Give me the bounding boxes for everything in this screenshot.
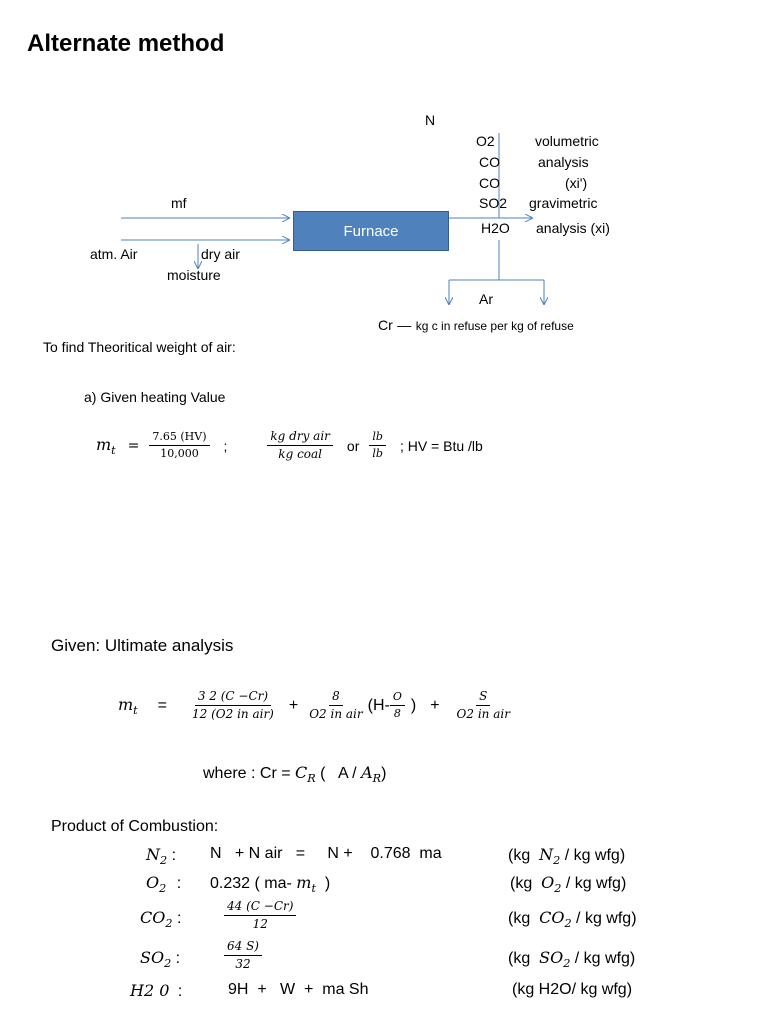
lb-fraction: $\frac{lb}{lb}$ <box>369 431 386 460</box>
cr-dash: — <box>397 317 412 333</box>
combustion-flow-diagram <box>0 0 768 340</box>
gas-co: CO <box>479 154 500 170</box>
mt-symbol: $m_t$ <box>96 434 116 457</box>
hydrogen-fraction: $\frac{8}{\text{O2 in air}}$ <box>309 689 363 722</box>
o2-expression: 0.232 ( ma- $m_t$ ) <box>210 873 331 896</box>
equals-sign: = <box>127 437 140 454</box>
gas-so2: SO2 <box>479 195 508 211</box>
equals-sign-2: = <box>157 696 168 714</box>
xi-prime-label: (xi') <box>565 175 588 191</box>
ultimate-equation <box>118 690 513 721</box>
gas-h2o: H2O <box>481 220 510 236</box>
case-a-label: a) Given heating Value <box>84 389 226 405</box>
analysis-xi-label: analysis (xi) <box>536 220 610 236</box>
page-title: Alternate method <box>27 30 225 57</box>
gas-co-2: CO <box>479 175 500 191</box>
plus-sign-2: + <box>430 696 440 714</box>
co2-unit: (kg $CO_2$ / kg wfg) <box>508 908 637 931</box>
mt-symbol-2: $m_t$ <box>118 694 138 717</box>
moisture-label: moisture <box>167 267 221 283</box>
h2o-label: H2 0 : <box>130 981 183 1000</box>
or-label: or <box>346 437 360 454</box>
carbon-fraction: $\frac{3 2 (C -Cr)}{\text{12 (O2 in air)}}$ <box>192 689 274 722</box>
n2-unit: (kg $N_2$ / kg wfg) <box>508 845 626 868</box>
heating-value-equation <box>96 430 483 461</box>
cr-definition <box>378 317 574 335</box>
h-close: ) <box>410 696 417 714</box>
so2-expression: $\frac{64 S)}{32}$ <box>224 940 262 971</box>
o2-unit: (kg $O_2$ / kg wfg) <box>510 873 627 896</box>
h2o-unit: (kg H2O/ kg wfg) <box>512 981 633 998</box>
atm-air-label: atm. Air <box>90 246 138 262</box>
o-fraction: $\frac{O}{8}$ <box>390 691 405 720</box>
so2-label: $SO_2$ : <box>140 948 181 971</box>
co2-expression: $\frac{44 (C -Cr)}{12}$ <box>224 900 296 931</box>
so2-unit: (kg $SO_2$ / kg wfg) <box>508 948 636 971</box>
hv-fraction: $\frac{7.65 (HV)}{10,000}$ <box>149 431 209 460</box>
h-open: (H- <box>367 696 390 714</box>
cr-symbol: Cr <box>378 317 393 333</box>
furnace-box: Furnace <box>293 211 449 251</box>
plus-sign-1: + <box>288 696 299 714</box>
theoretical-heading: To find Theoritical weight of air: <box>43 339 236 355</box>
dry-air-label: dry air <box>201 246 240 262</box>
semicolon: ; <box>223 437 228 454</box>
gas-o2: O2 <box>476 133 495 149</box>
mf-label: mf <box>171 195 187 211</box>
volumetric-label: volumetric <box>535 133 599 149</box>
o2-label: $O_2$ : <box>146 873 182 896</box>
n2-expression: N + N air = N + 0.768 ma <box>210 845 442 862</box>
co2-label: $CO_2$ : <box>140 908 182 931</box>
analysis-label: analysis <box>538 154 589 170</box>
n-label: N <box>425 112 436 128</box>
h2o-expression: 9H + W + ma Sh <box>228 981 369 998</box>
ar-label: Ar <box>479 291 493 307</box>
ultimate-heading: Given: Ultimate analysis <box>51 636 234 655</box>
unit-fraction: $\frac{\text{kg dry air}}{\text{kg coal}}$ <box>267 430 333 461</box>
hv-note: ; HV = Btu /lb <box>399 437 483 454</box>
gravimetric-label: gravimetric <box>529 195 598 211</box>
products-heading: Product of Combustion: <box>51 818 219 835</box>
cr-text: kg c in refuse per kg of refuse <box>415 319 574 333</box>
cr-where-line: where : $Cr = C_R$ ( A / $A_R$) <box>203 763 387 786</box>
sulfur-fraction: $\frac{S}{\text{O2 in air}}$ <box>456 689 510 722</box>
n2-label: $N_2$ : <box>146 845 177 868</box>
